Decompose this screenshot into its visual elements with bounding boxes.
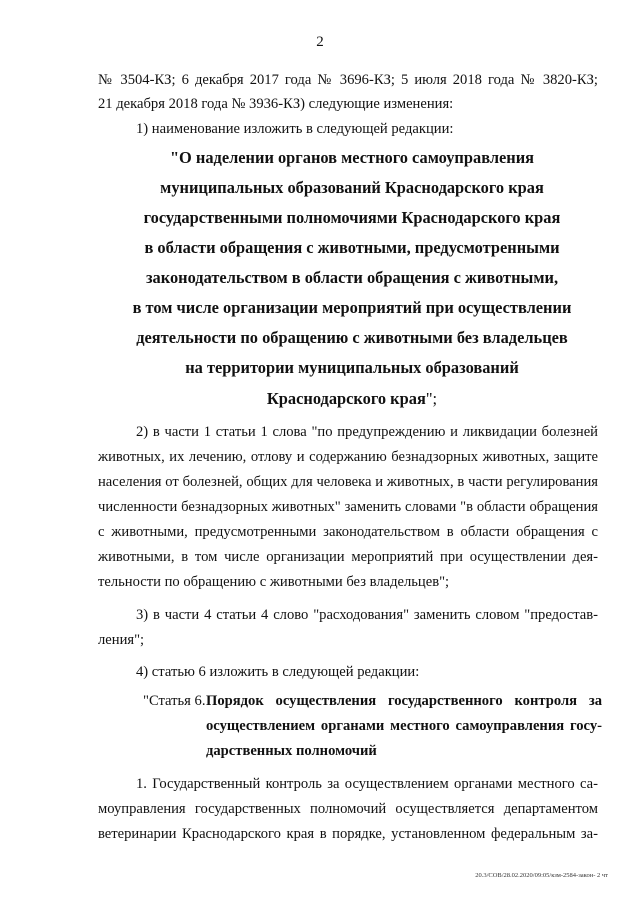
article-title-line: дарственных полномочий [206,743,377,759]
page-number: 2 [316,34,324,50]
law-title-line: на территории муниципальных образований [185,358,519,377]
law-title-line: деятельности по обращению с животными без владельцев [136,328,568,347]
paragraph-line: № 3504-КЗ; 6 декабря 2017 года № 3696-КЗ; 5 июля 2018 года № 3820-КЗ; [98,72,598,88]
law-title-line: в том числе организации мероприятий при осуществлении [132,298,572,317]
law-title-line: "О наделении органов местного самоуправления [169,148,535,167]
list-item: 1) наименование изложить в следующей редакции: [136,121,454,137]
list-item: 4) статью 6 изложить в следующей редакции: [136,664,420,680]
article-title-line: осуществлением органами местного самоуправления госу- [206,718,602,734]
paragraph-line: животными, в том числе организации мероприятий при осуществлении дея- [98,549,598,565]
paragraph-line: животных, их лечению, отлову и содержанию безнадзорных животных, защите [98,449,598,465]
paragraph-line: моуправления государственных полномочий осуществляется департаментом [98,801,598,817]
paragraph-line: 2) в части 1 статьи 1 слова "по предупреждению и ликвидации болезней [136,424,598,440]
paragraph-line: численности безнадзорных животных" заменить словами "в области обращения [98,499,598,515]
footer-reference: 20.3/СОВ/28.02.2020/09:05/кзм-2584-закон- 2 чт [475,872,608,879]
article-title-line: Порядок осуществления государственного контроля за [206,693,602,709]
paragraph-line: тельности по обращению с животными без владельцев"; [98,574,450,590]
law-title-line: муниципальных образований Краснодарского края [160,178,544,197]
paragraph-line: ветеринарии Краснодарского края в порядке, установленном федеральным за- [98,826,598,842]
article-label: "Статья 6. [143,693,206,709]
law-title-line: в области обращения с животными, предусмотренными [144,238,560,257]
paragraph-line: 21 декабря 2018 года № 3936-КЗ) следующие изменения: [98,96,454,112]
paragraph-line: ления"; [98,632,145,648]
paragraph-line: с животными, предусмотренными законодательством в области обращения с [98,524,598,540]
paragraph-line: 1. Государственный контроль за осуществлением органами местного са- [136,776,598,792]
law-title-end: "; [425,389,438,408]
law-title-last-line [98,389,606,409]
paragraph-line: населения от болезней, общих для человека и животных, в части регулирования [98,474,598,490]
law-title-text: Краснодарского края [266,389,426,408]
paragraph-line: 3) в части 4 статьи 4 слово "расходования" заменить словом "предостав- [136,607,598,623]
law-title-line: государственными полномочиями Краснодарского края [143,208,561,227]
law-title-line: законодательством в области обращения с животными, [145,268,559,287]
